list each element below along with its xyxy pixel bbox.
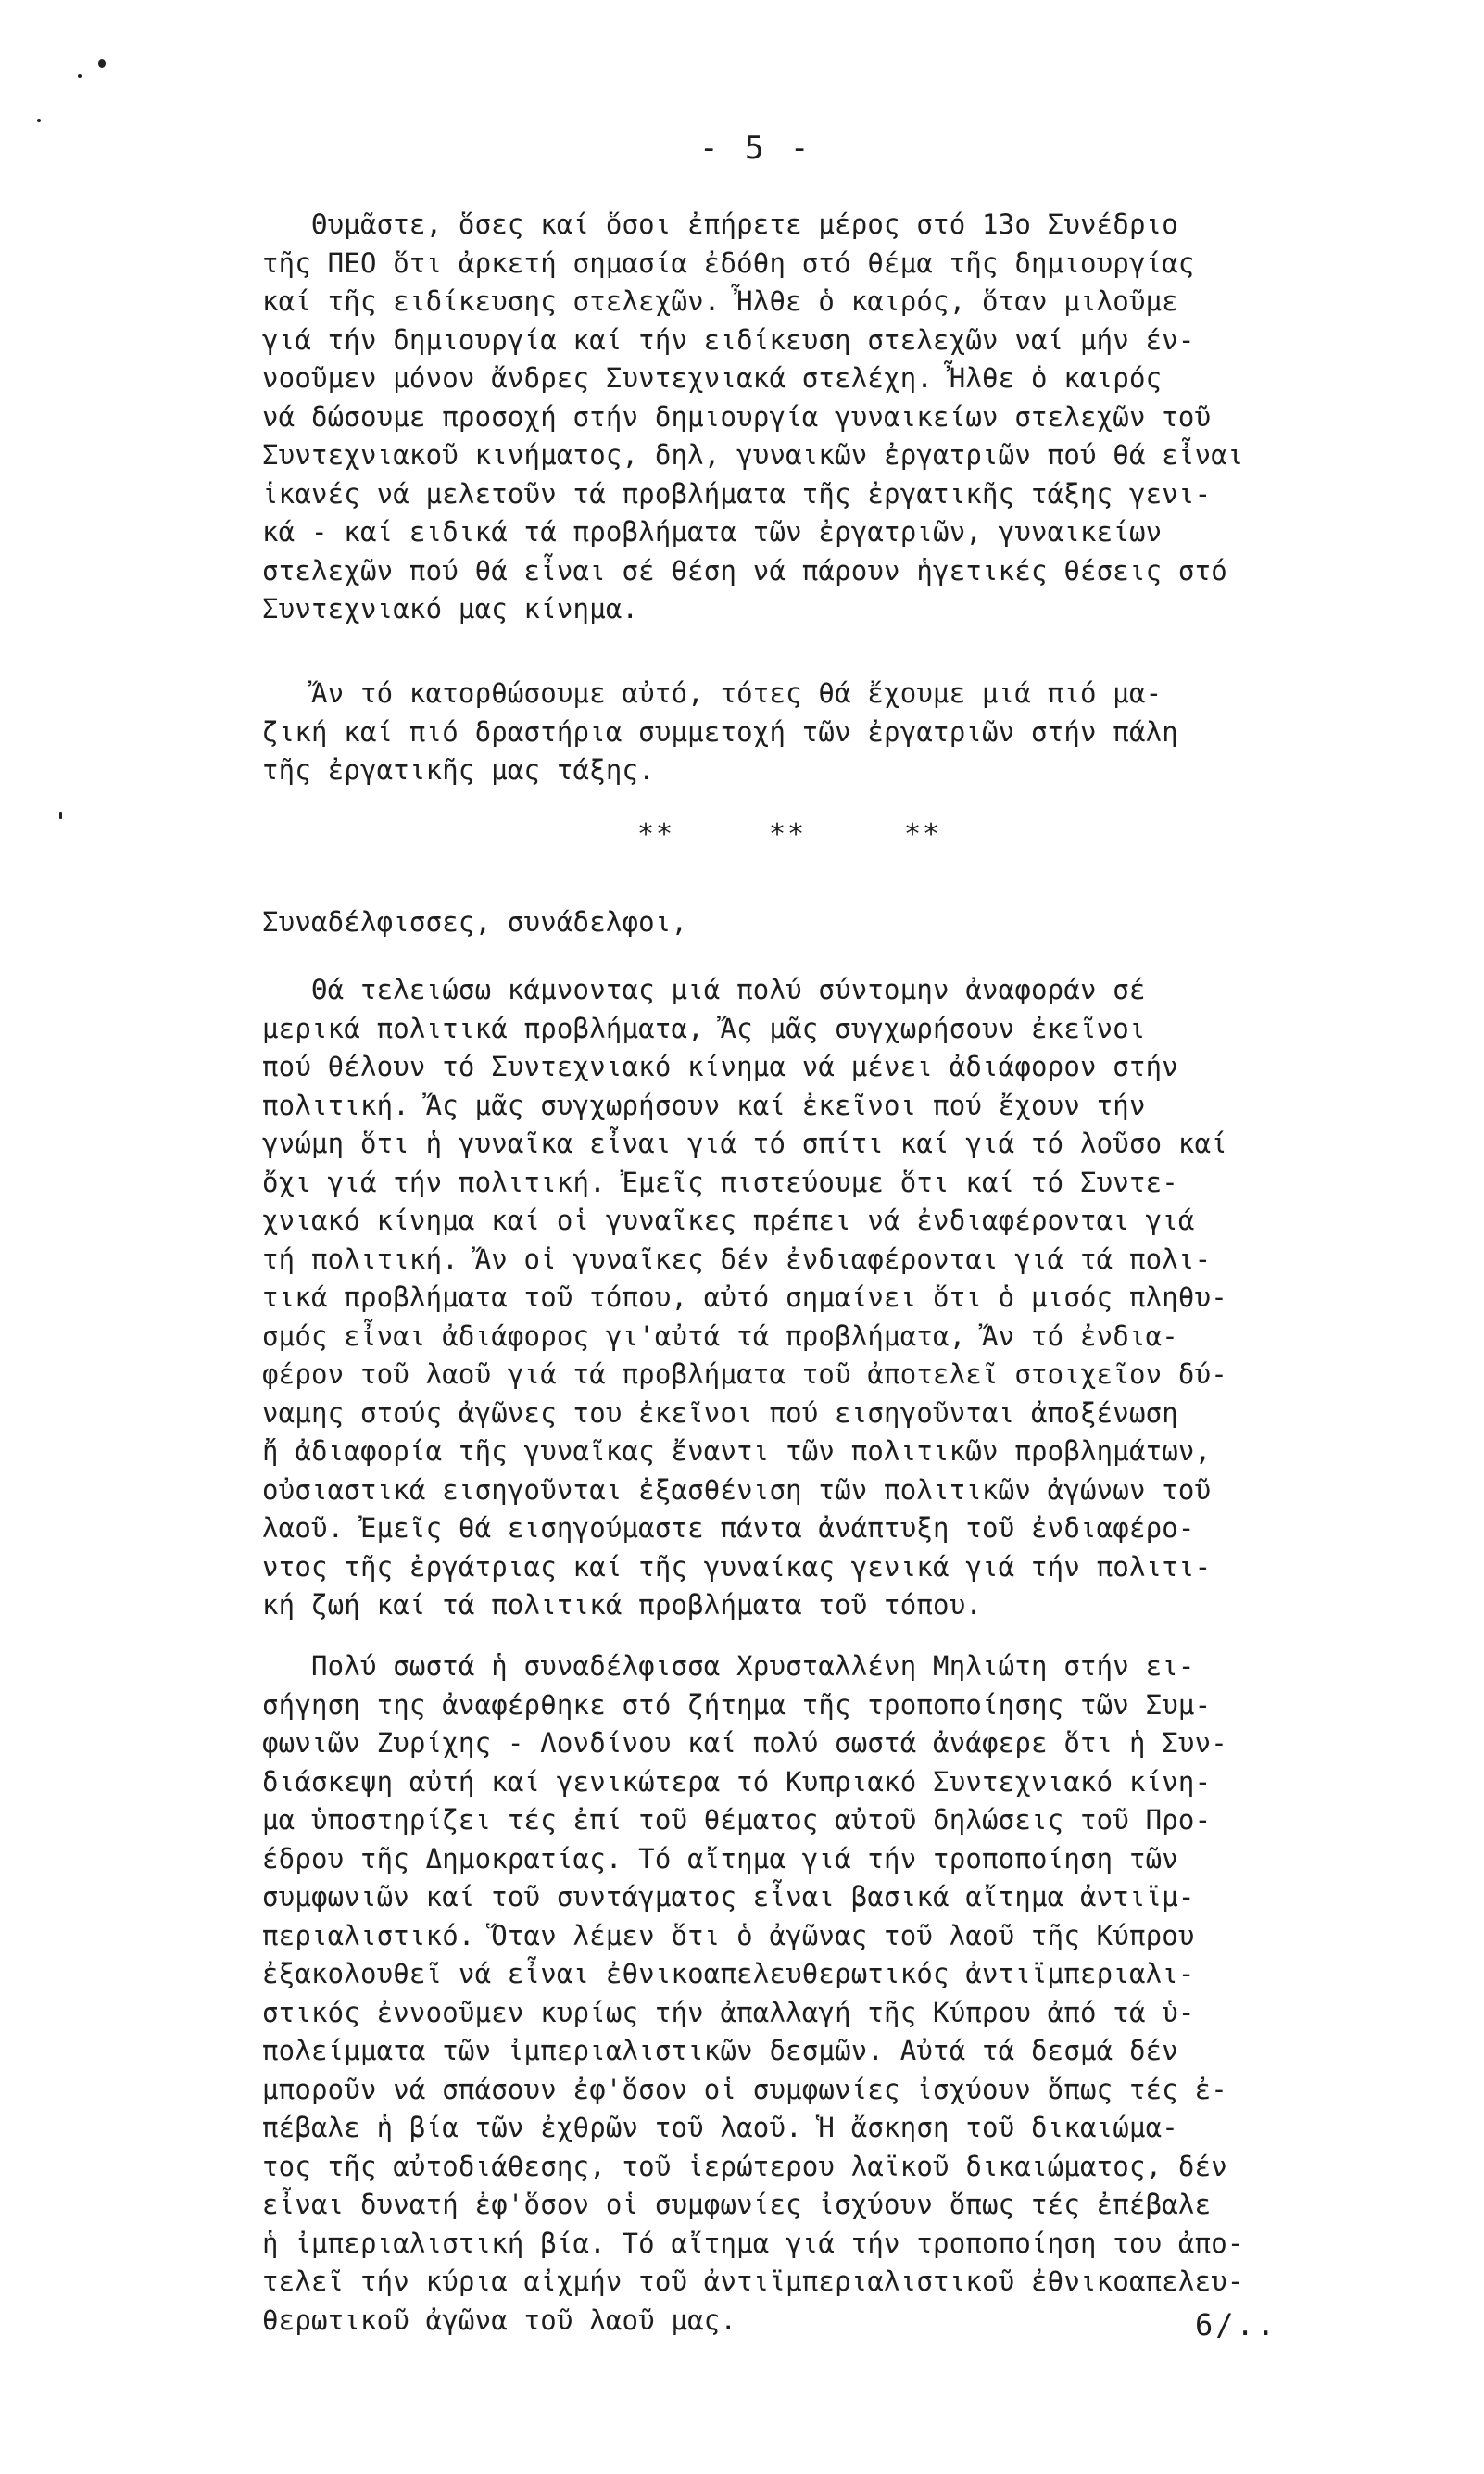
text-line: κά - καί ειδικά τά προβλήματα τῶν ἐργατριῶν, γυναικείων	[262, 516, 1163, 548]
text-line: Συντεχνιακοῦ κινήματος, δηλ, γυναικῶν ἐργατριῶν πού θά εἶναι	[262, 439, 1244, 471]
text-line: ντος τῆς ἐργάτριας καί τῆς γυναίκας γενικά γιά τήν πολιτι-	[262, 1550, 1212, 1583]
ink-speck	[37, 119, 41, 122]
text-line: μερικά πολιτικά προβλήματα, Ἄς μᾶς συγχωρήσουν ἐκεῖνοι	[262, 1012, 1146, 1044]
text-line: χνιακό κίνημα καί οἱ γυναῖκες πρέπει νά ἐνδιαφέρονται γιά	[262, 1205, 1195, 1236]
text-line: γιά τήν δημιουργία καί τήν ειδίκευση στελεχῶν ναί μήν έν-	[262, 323, 1195, 356]
text-line: ἡ ἰμπεριαλιστική βία. Τό αἴτημα γιά τήν τροποποίηση του ἀπο-	[262, 2227, 1244, 2259]
text-line: φέρον τοῦ λαοῦ γιά τά προβλήματα τοῦ ἀποτελεῖ στοιχεῖον δύ-	[262, 1358, 1227, 1390]
separator-stars: **	[904, 818, 942, 851]
text-line: Πολύ σωστά ἡ συναδέλφισσα Χρυσταλλένη Μηλιώτη στήν ει-	[262, 1650, 1195, 1682]
paragraph-participation	[262, 675, 1374, 790]
text-line: πού θέλουν τό Συντεχνιακό κίνημα νά μένει ἀδιάφορον στήν	[262, 1051, 1178, 1082]
text-line: ναμης στούς ἀγῶνες του ἐκεῖνοι πού εισηγοῦνται ἀποξένωση	[262, 1396, 1178, 1429]
text-line: πολείμματα τῶν ἰμπεριαλιστικῶν δεσμῶν. Αὐτά τά δεσμά δέν	[262, 2035, 1178, 2066]
text-line: μα ὑποστηρίζει τές ἐπί τοῦ θέματος αὐτοῦ δηλώσεις τοῦ Προ-	[262, 1804, 1212, 1836]
paragraph-cadres	[262, 206, 1374, 629]
text-line: θερωτικοῦ ἀγῶνα τοῦ λαοῦ μας.	[262, 2304, 737, 2336]
text-line: ὄχι γιά τήν πολιτική. Ἐμεῖς πιστεύουμε ὅτι καί τό Συντε-	[262, 1166, 1178, 1198]
text-line: πέβαλε ἡ βία τῶν ἐχθρῶν τοῦ λαοῦ. Ἡ ἄσκηση τοῦ δικαιώμα-	[262, 2112, 1178, 2143]
text-line: έδρου τῆς Δημοκρατίας. Τό αἴτημα γιά τήν τροποποίηση τῶν	[262, 1842, 1178, 1874]
ink-speck	[59, 812, 62, 819]
ink-speck	[98, 59, 106, 68]
salutation	[262, 903, 1374, 942]
text-line: ζική καί πιό δραστήρια συμμετοχή τῶν ἐργατριῶν στήν πάλη	[262, 715, 1178, 748]
text-line: ἱκανές νά μελετοῦν τά προβλήματα τῆς ἐργατικῆς τάξης γενι-	[262, 477, 1212, 510]
text-line: ἐξακολουθεῖ νά εἶναι ἐθνικοαπελευθερωτικός ἀντιϊμπεριαλι-	[262, 1958, 1195, 1989]
paragraph-agreements	[262, 1647, 1374, 2340]
text-line: ἤ ἀδιαφορία τῆς γυναῖκας ἔναντι τῶν πολιτικῶν προβλημάτων,	[262, 1435, 1212, 1467]
text-line: νά δώσουμε προσοχή στήν δημιουργία γυναικείων στελεχῶν τοῦ	[262, 400, 1212, 433]
text-line: Συναδέλφισσες, συνάδελφοι,	[262, 906, 688, 938]
text-line: νοοῦμεν μόνον ἄνδρες Συντεχνιακά στελέχη. Ἦλθε ὁ καιρός	[262, 362, 1163, 394]
separator-stars: **	[769, 818, 807, 851]
text-line: σμός εἶναι ἀδιάφορος γι'αὐτά τά προβλήματα, Ἄν τό ἐνδια-	[262, 1319, 1178, 1352]
text-line: μποροῦν νά σπάσουν ἐφ'ὅσον οἱ συμφωνίες ἰσχύουν ὅπως τές ἐ-	[262, 2073, 1227, 2105]
paragraph-politics	[262, 971, 1374, 1625]
text-line: στικός ἐννοοῦμεν κυρίως τήν ἀπαλλαγή τῆς Κύπρου ἀπό τά ὑ-	[262, 1996, 1195, 2028]
text-line: γνώμη ὅτι ἡ γυναῖκα εἶναι γιά τό σπίτι καί γιά τό λοῦσο καί	[262, 1128, 1227, 1159]
text-line: πολιτική. Ἄς μᾶς συγχωρήσουν καί ἐκεῖνοι πού ἔχουν τήν	[262, 1089, 1146, 1121]
page-number: - 5 -	[699, 130, 813, 167]
text-line: στελεχῶν πού θά εἶναι σέ θέση νά πάρουν ἡγετικές θέσεις στό	[262, 554, 1227, 587]
text-line: φωνιῶν Ζυρίχης - Λονδίνου καί πολύ σωστά ἀνάφερε ὅτι ἡ Συν-	[262, 1727, 1227, 1759]
text-line: Ἄν τό κατορθώσουμε αὐτό, τότες θά ἔχουμε μιά πιό μα-	[262, 677, 1163, 709]
text-line: τος τῆς αὐτοδιάθεσης, τοῦ ἱερώτερου λαϊκοῦ δικαιώματος, δέν	[262, 2150, 1227, 2182]
text-line: κή ζωή καί τά πολιτικά προβλήματα τοῦ τόπου.	[262, 1589, 983, 1621]
text-line: περιαλιστικό. Ὅταν λέμεν ὅτι ὁ ἀγῶνας τοῦ λαοῦ τῆς Κύπρου	[262, 1919, 1195, 1951]
text-line: λαοῦ. Ἐμεῖς θά εισηγούμαστε πάντα ἀνάπτυξη τοῦ ἐνδιαφέρο-	[262, 1512, 1195, 1544]
text-line: τή πολιτική. Ἄν οἱ γυναῖκες δέν ἐνδιαφέρονται γιά τά πολι-	[262, 1243, 1212, 1275]
text-line: τῆς ἐργατικῆς μας τάξης.	[262, 754, 655, 786]
separator-stars: **	[637, 818, 675, 851]
text-line: Θά τελειώσω κάμνοντας μιά πολύ σύντομην ἀναφοράν σέ	[262, 974, 1146, 1005]
ink-speck	[78, 74, 82, 78]
text-line: συμφωνιῶν καί τοῦ συντάγματος εἶναι βασικά αἴτημα ἀντιϊμ-	[262, 1881, 1195, 1912]
text-line: τικά προβλήματα τοῦ τόπου, αὐτό σημαίνει ὅτι ὁ μισός πληθυ-	[262, 1281, 1227, 1313]
text-line: τῆς ΠΕΟ ὅτι ἀρκετή σημασία ἐδόθη στό θέμα τῆς δημιουργίας	[262, 246, 1195, 279]
text-line: διάσκεψη αὐτή καί γενικώτερα τό Κυπριακό Συντεχνιακό κίνη-	[262, 1765, 1212, 1798]
continuation-marker: 6/..	[1195, 2307, 1278, 2342]
text-line: Συντεχνιακό μας κίνημα.	[262, 593, 639, 625]
text-line: τελεῖ τήν κύρια αἰχμήν τοῦ ἀντιϊμπεριαλιστικοῦ ἐθνικοαπελευ-	[262, 2266, 1244, 2297]
text-line: οὐσιαστικά εισηγοῦνται ἐξασθένιση τῶν πολιτικῶν ἀγώνων τοῦ	[262, 1473, 1212, 1506]
text-line: Θυμᾶστε, ὅσες καί ὅσοι ἐπήρετε μέρος στό 13ο Συνέδριο	[262, 208, 1178, 240]
text-line: σήγηση της ἀναφέρθηκε στό ζήτημα τῆς τροποποίησης τῶν Συμ-	[262, 1688, 1212, 1721]
text-line: εἶναι δυνατή ἐφ'ὅσον οἱ συμφωνίες ἰσχύουν ὅπως τές ἐπέβαλε	[262, 2189, 1212, 2220]
text-line: καί τῆς ειδίκευσης στελεχῶν. Ἦλθε ὁ καιρός, ὅταν μιλοῦμε	[262, 285, 1178, 317]
